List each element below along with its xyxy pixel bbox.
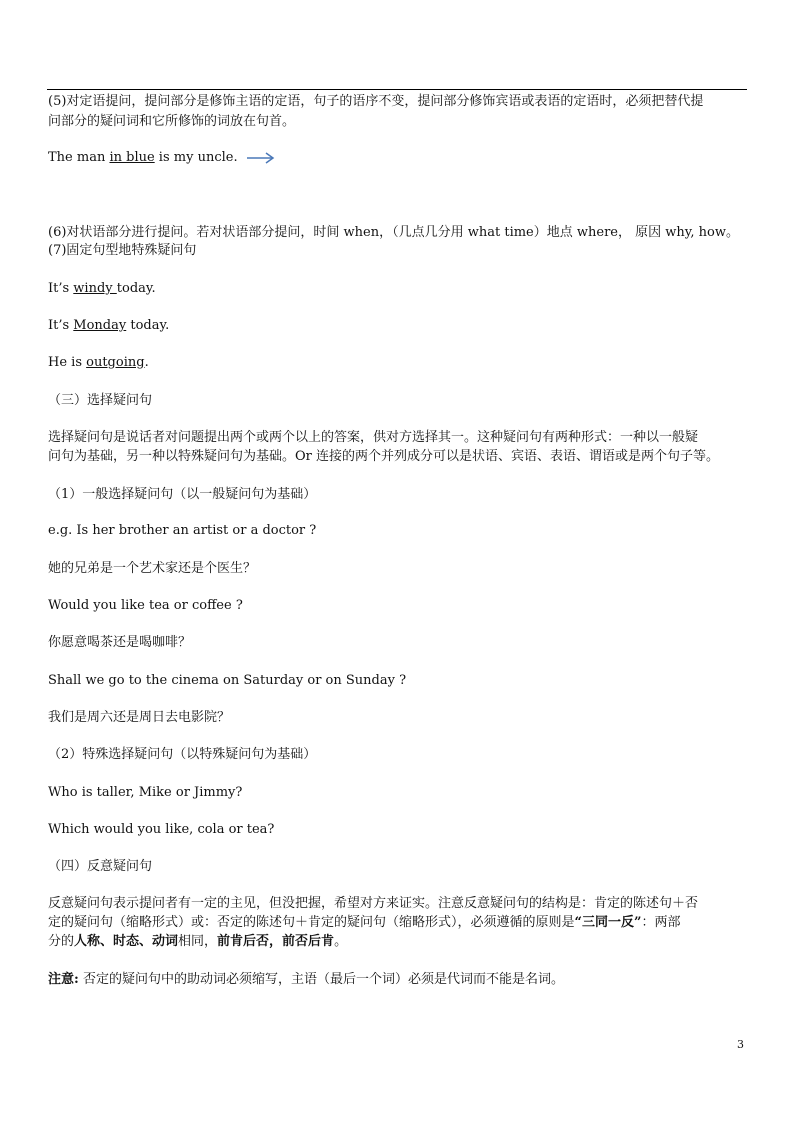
heading-3-1: （1）一般选择疑问句（以一般疑问句为基础） [48, 487, 317, 502]
example-man-underlined: in blue [109, 150, 155, 165]
choice-desc-line2: 问句为基础，另一种以特殊疑问句为基础。Or 连接的两个并列成分可以是状语、宾语、表语、谓语或是两个句子等。 [48, 449, 720, 464]
example-1: e.g. Is her brother an artist or a doctor ? [48, 523, 317, 538]
para-5-line1: (5)对定语提问，提问部分是修饰主语的定语，句子的语序不变，提问部分修饰宾语或表语的定语时，必须把替代提 [48, 94, 704, 109]
tag-desc-line3-b: 人称、时态、动词 [74, 934, 179, 949]
example-4: Who is taller, Mike or Jimmy? [48, 785, 243, 800]
tag-desc-line3-d: 前肯后否，前否后肯 [217, 934, 335, 949]
tag-desc-line3 [48, 932, 748, 952]
arrow-right-icon [246, 152, 276, 164]
tag-desc-line1: 反意疑问句表示提问者有一定的主见，但没把握，希望对方来证实。注意反意疑问句的结构是：肯定的陈述句＋否 [48, 896, 699, 911]
example-1-cn: 她的兄弟是一个艺术家还是个医生？ [48, 561, 257, 576]
tag-desc-line3-e: 。 [334, 934, 348, 949]
note-text: 否定的疑问句中的助动词必须缩写，主语（最后一个词）必须是代词而不能是名词。 [78, 972, 564, 987]
example-windy [48, 279, 748, 299]
para-6: (6)对状语部分进行提问。若对状语部分提问，时间 when，（几点几分用 what time）地点 where， 原因 why, how。 [48, 225, 739, 240]
example-outgoing-pre: He is [48, 355, 87, 370]
heading-section-3: （三）选择疑问句 [48, 393, 153, 408]
example-man-post: is my uncle. [154, 150, 238, 165]
example-windy-post: today. [116, 281, 156, 296]
example-2: Would you like tea or coffee ? [48, 598, 243, 613]
example-monday-underlined: Monday [73, 318, 127, 333]
example-outgoing-underlined: outgoing [86, 355, 145, 370]
tag-desc-line3-c: 相同， [178, 934, 218, 949]
example-3: Shall we go to the cinema on Saturday or on Sunday ? [48, 673, 407, 688]
example-3-cn: 我们是周六还是周日去电影院？ [48, 710, 231, 725]
example-monday-post: today. [126, 318, 170, 333]
note-label: 注意: [48, 972, 79, 987]
header-rule [47, 89, 747, 90]
tag-desc-line2 [48, 913, 748, 933]
page-number: 3 [737, 1038, 744, 1051]
example-monday-pre: It’s [48, 318, 74, 333]
tag-desc-line3-a: 分的 [48, 934, 75, 949]
example-outgoing-post: . [144, 355, 149, 370]
example-man [48, 148, 748, 168]
example-monday [48, 316, 748, 336]
heading-3-2: （2）特殊选择疑问句（以特殊疑问句为基础） [48, 747, 317, 762]
para-7: (7)固定句型地特殊疑问句 [48, 243, 197, 258]
tag-desc-line2-end: ：两部 [641, 915, 681, 930]
tag-desc-line2-text: 定的疑问句（缩略形式）或：否定的陈述句＋肯定的疑问句（缩略形式），必须遵循的原则是 [48, 915, 575, 930]
example-windy-underlined: windy [73, 281, 117, 296]
para-5-line2: 问部分的疑问词和它所修饰的词放在句首。 [48, 114, 296, 129]
example-5: Which would you like, cola or tea? [48, 822, 275, 837]
example-outgoing [48, 353, 748, 373]
note [48, 970, 748, 990]
example-2-cn: 你愿意喝茶还是喝咖啡？ [48, 635, 192, 650]
choice-desc-line1: 选择疑问句是说话者对问题提出两个或两个以上的答案，供对方选择其一。这种疑问句有两种形式：一种以一般疑 [48, 430, 699, 445]
example-windy-pre: It’s [48, 281, 74, 296]
tag-desc-principle: “三同一反” [574, 915, 642, 930]
heading-section-4: （四）反意疑问句 [48, 859, 153, 874]
example-man-pre: The man [48, 150, 110, 165]
